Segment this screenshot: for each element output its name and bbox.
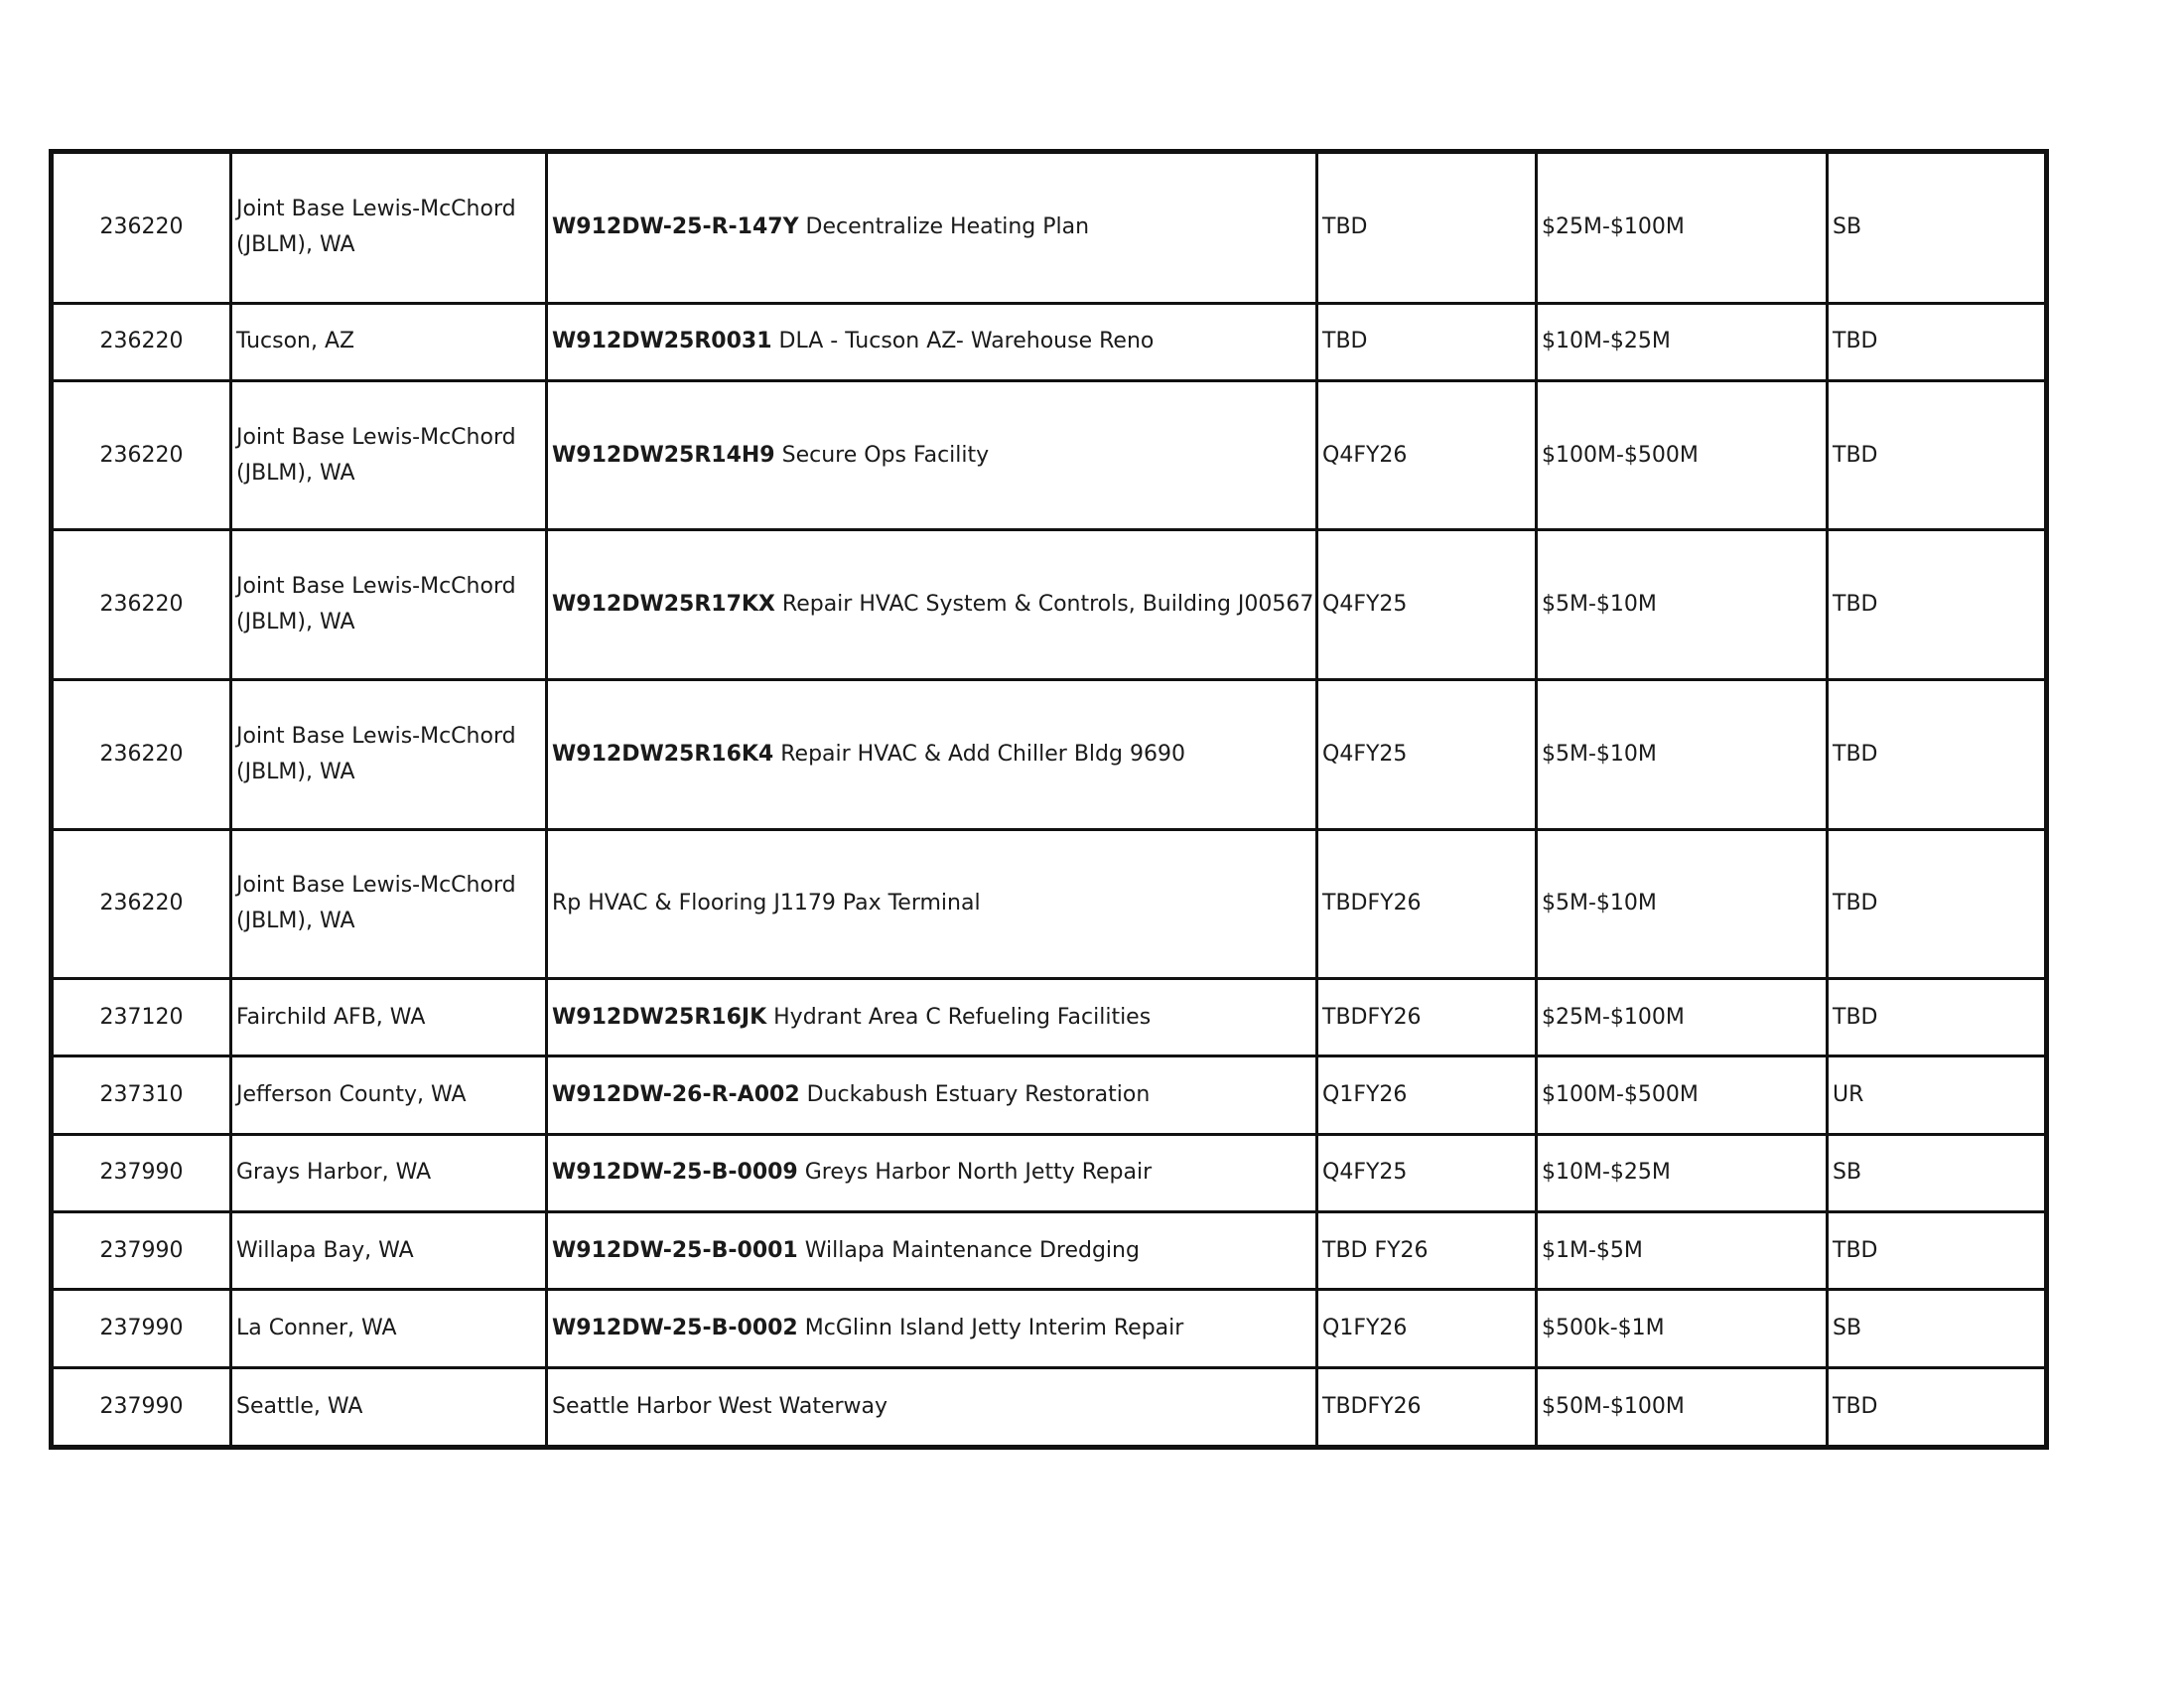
project-description-cell [547, 680, 1317, 830]
project-title: Secure Ops Facility [781, 442, 990, 468]
value-range-cell: $10M-$25M [1537, 1134, 1828, 1211]
location-cell: Seattle, WA [231, 1367, 547, 1447]
location-cell: Jefferson County, WA [231, 1056, 547, 1134]
naics-code-cell: 237990 [52, 1290, 231, 1367]
timing-cell: Q1FY26 [1317, 1056, 1537, 1134]
value-range-cell: $5M-$10M [1537, 829, 1828, 979]
set-aside-cell: UR [1828, 1056, 2047, 1134]
project-description-cell [547, 1212, 1317, 1290]
project-description-cell [547, 152, 1317, 304]
set-aside-cell: TBD [1828, 1212, 2047, 1290]
timing-cell: Q4FY25 [1317, 1134, 1537, 1211]
location-cell: Joint Base Lewis-McChord (JBLM), WA [231, 530, 547, 680]
timing-cell: TBDFY26 [1317, 829, 1537, 979]
project-title: McGlinn Island Jetty Interim Repair [804, 1315, 1184, 1340]
value-range-cell: $50M-$100M [1537, 1367, 1828, 1447]
naics-code-cell: 237990 [52, 1134, 231, 1211]
project-description-cell [547, 1290, 1317, 1367]
table-row [52, 152, 2047, 304]
solicitation-number: W912DW25R16JK [552, 1004, 767, 1030]
project-description-cell [547, 1134, 1317, 1211]
table-row [52, 303, 2047, 380]
project-description-cell [547, 979, 1317, 1056]
timing-cell: TBD FY26 [1317, 1212, 1537, 1290]
set-aside-cell: TBD [1828, 380, 2047, 530]
value-range-cell: $100M-$500M [1537, 1056, 1828, 1134]
value-range-cell: $5M-$10M [1537, 680, 1828, 830]
solicitation-number: W912DW-25-B-0001 [552, 1237, 798, 1263]
solicitation-number: W912DW-26-R-A002 [552, 1082, 800, 1108]
timing-cell: Q4FY25 [1317, 680, 1537, 830]
location-cell: Tucson, AZ [231, 303, 547, 380]
table-row [52, 829, 2047, 979]
project-description-cell [547, 829, 1317, 979]
timing-cell: TBDFY26 [1317, 1367, 1537, 1447]
location-cell: Grays Harbor, WA [231, 1134, 547, 1211]
naics-code-cell: 237990 [52, 1212, 231, 1290]
location-cell: Joint Base Lewis-McChord (JBLM), WA [231, 152, 547, 304]
table-body [52, 152, 2047, 1448]
location-cell: La Conner, WA [231, 1290, 547, 1367]
location-cell: Joint Base Lewis-McChord (JBLM), WA [231, 380, 547, 530]
project-title: Willapa Maintenance Dredging [804, 1237, 1140, 1263]
value-range-cell: $1M-$5M [1537, 1212, 1828, 1290]
solicitation-number: W912DW25R16K4 [552, 741, 774, 767]
table-row [52, 1212, 2047, 1290]
set-aside-cell: TBD [1828, 1367, 2047, 1447]
project-description-cell [547, 1056, 1317, 1134]
naics-code-cell: 236220 [52, 380, 231, 530]
table-row [52, 979, 2047, 1056]
project-title: DLA - Tucson AZ- Warehouse Reno [778, 329, 1155, 354]
project-title: Rp HVAC & Flooring J1179 Pax Terminal [552, 891, 981, 916]
project-title: Duckabush Estuary Restoration [806, 1082, 1151, 1108]
set-aside-cell: TBD [1828, 829, 2047, 979]
set-aside-cell: TBD [1828, 979, 2047, 1056]
set-aside-cell: SB [1828, 1134, 2047, 1211]
table-row [52, 1134, 2047, 1211]
table-row [52, 1290, 2047, 1367]
timing-cell: Q4FY26 [1317, 380, 1537, 530]
solicitation-number: W912DW-25-R-147Y [552, 214, 799, 240]
project-title: Decentralize Heating Plan [805, 214, 1090, 240]
timing-cell: TBD [1317, 303, 1537, 380]
set-aside-cell: SB [1828, 1290, 2047, 1367]
project-title: Hydrant Area C Refueling Facilities [773, 1004, 1152, 1030]
value-range-cell: $500k-$1M [1537, 1290, 1828, 1367]
project-description-cell [547, 530, 1317, 680]
project-title: Repair HVAC System & Controls, Building J00567 [781, 592, 1314, 618]
location-cell: Joint Base Lewis-McChord (JBLM), WA [231, 680, 547, 830]
set-aside-cell: TBD [1828, 530, 2047, 680]
forecast-table [49, 149, 2049, 1450]
location-cell: Fairchild AFB, WA [231, 979, 547, 1056]
solicitation-number: W912DW25R14H9 [552, 442, 775, 468]
table-row [52, 380, 2047, 530]
set-aside-cell: TBD [1828, 680, 2047, 830]
location-cell: Willapa Bay, WA [231, 1212, 547, 1290]
timing-cell: Q4FY25 [1317, 530, 1537, 680]
value-range-cell: $25M-$100M [1537, 979, 1828, 1056]
value-range-cell: $5M-$10M [1537, 530, 1828, 680]
timing-cell: Q1FY26 [1317, 1290, 1537, 1367]
table-row [52, 680, 2047, 830]
naics-code-cell: 236220 [52, 303, 231, 380]
table-row [52, 1056, 2047, 1134]
naics-code-cell: 237310 [52, 1056, 231, 1134]
value-range-cell: $25M-$100M [1537, 152, 1828, 304]
naics-code-cell: 237120 [52, 979, 231, 1056]
table-row [52, 530, 2047, 680]
table-row [52, 1367, 2047, 1447]
timing-cell: TBD [1317, 152, 1537, 304]
solicitation-number: W912DW25R0031 [552, 329, 772, 354]
project-description-cell [547, 1367, 1317, 1447]
naics-code-cell: 236220 [52, 829, 231, 979]
set-aside-cell: SB [1828, 152, 2047, 304]
project-description-cell [547, 380, 1317, 530]
naics-code-cell: 236220 [52, 530, 231, 680]
project-title: Repair HVAC & Add Chiller Bldg 9690 [780, 741, 1185, 767]
project-title: Greys Harbor North Jetty Repair [804, 1160, 1153, 1186]
solicitation-number: W912DW25R17KX [552, 592, 775, 618]
timing-cell: TBDFY26 [1317, 979, 1537, 1056]
value-range-cell: $10M-$25M [1537, 303, 1828, 380]
solicitation-number: W912DW-25-B-0009 [552, 1160, 798, 1186]
solicitation-number: W912DW-25-B-0002 [552, 1315, 798, 1340]
set-aside-cell: TBD [1828, 303, 2047, 380]
project-title: Seattle Harbor West Waterway [552, 1393, 888, 1419]
value-range-cell: $100M-$500M [1537, 380, 1828, 530]
location-cell: Joint Base Lewis-McChord (JBLM), WA [231, 829, 547, 979]
naics-code-cell: 236220 [52, 680, 231, 830]
naics-code-cell: 237990 [52, 1367, 231, 1447]
project-description-cell [547, 303, 1317, 380]
naics-code-cell: 236220 [52, 152, 231, 304]
